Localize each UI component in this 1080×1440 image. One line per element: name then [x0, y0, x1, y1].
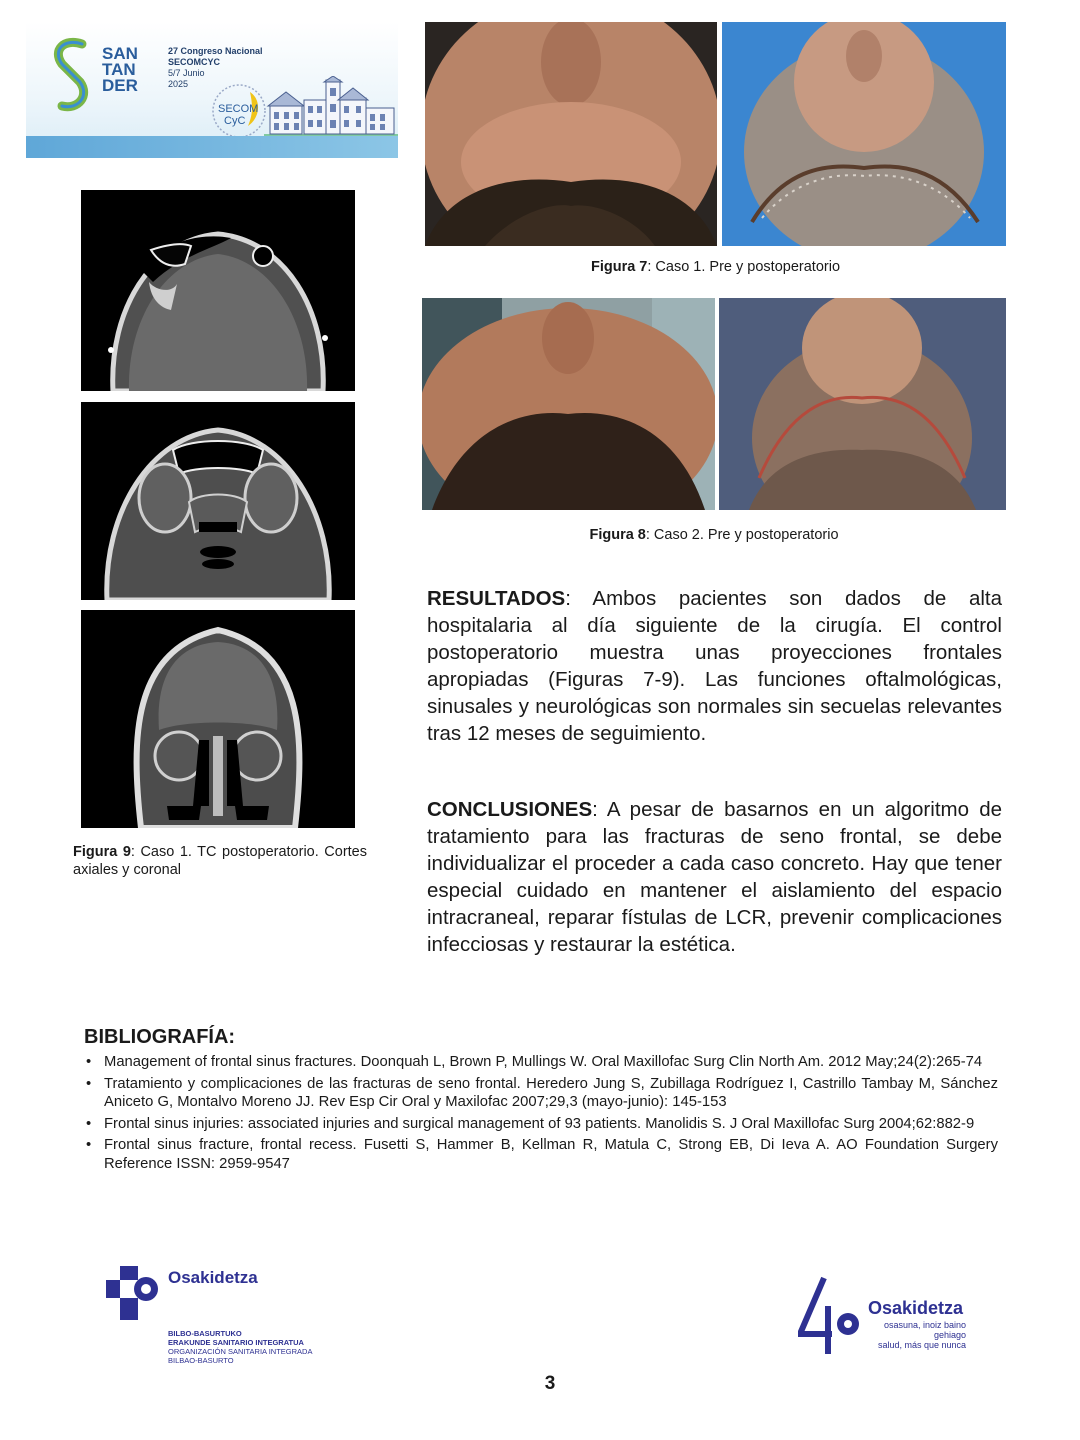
figure-9-text: : Caso 1. TC postoperatorio. Cortes axiales y coronal — [73, 844, 367, 878]
secom-seal-icon — [210, 82, 268, 140]
bullet-icon: • — [86, 1075, 92, 1092]
osakidetza-name-left: Osakidetza — [168, 1268, 258, 1287]
figure-9-label: Figura 9 — [73, 844, 131, 860]
ct-axial-scan-1 — [81, 190, 355, 391]
osakidetza-name-right: Osakidetza — [868, 1298, 964, 1318]
santander-s-logo — [48, 36, 96, 116]
congress-banner — [26, 22, 398, 158]
osakidetza-bilbao-basurto-logo — [106, 1266, 346, 1366]
secom-logo-line: SECOM — [218, 103, 259, 115]
bibliografia-item-text: Tratamiento y complicaciones de las fracturas de seno frontal. Heredero Jung S, Zubillaga Rodríguez I, Castrillo Tambay M, Sánchez Aniceto G, Montalvo Moreno JJ. Rev Esp Cir Oral y Maxilofac 2007;29,3 (mayo-junio): 145-153 — [104, 1075, 998, 1110]
osakidetza-tagline — [868, 1320, 966, 1350]
bibliografia-item-text: Management of frontal sinus fractures. Doonquah L, Brown P, Mullings W. Oral Maxillofac Surg Clin North Am. 2012 May;24(2):265-74 — [104, 1054, 983, 1070]
figure-7-label: Figura 7 — [590, 259, 648, 275]
org-line: ORGANIZACIÓN SANITARIA INTEGRADA — [168, 1347, 313, 1356]
bibliografia-list — [84, 1053, 998, 1176]
secom-logo-line: CyC — [224, 115, 246, 127]
bullet-icon: • — [86, 1137, 92, 1153]
organization-basque-name — [168, 1330, 348, 1347]
congress-title: 27 Congreso Nacional — [168, 46, 263, 56]
bibliografia-item — [84, 1053, 998, 1072]
org-line: BILBAO-BASURTO — [168, 1355, 234, 1365]
figure-8-text: : Caso 2. Pre y postoperatorio — [645, 527, 839, 543]
banner-city-name — [102, 46, 162, 94]
tagline-line: salud, más que nunca — [877, 1340, 966, 1350]
org-line: ERAKUNDE SANITARIO INTEGRATUA — [168, 1337, 304, 1347]
palace-illustration — [264, 76, 398, 138]
case-2-postoperative-photo — [719, 298, 1006, 510]
congress-dates: 5/7 Junio — [168, 68, 205, 78]
bibliografia-item-text: Frontal sinus injuries: associated injuries and surgical management of 93 patients. Manolidis S. J Oral Maxillofac Surg 2004;62:882-9 — [104, 1115, 975, 1132]
congress-society: SECOMCYC — [168, 57, 221, 67]
conclusiones-section — [427, 796, 1002, 958]
figure-9-caption — [73, 843, 367, 879]
bibliografia-item — [84, 1075, 998, 1112]
figure-8-label: Figura 8 — [589, 527, 646, 543]
case-1-preoperative-photo — [425, 22, 717, 246]
conclusiones-heading: CONCLUSIONES — [427, 798, 593, 821]
congress-year: 2025 — [168, 79, 189, 89]
banner-city-line: DER — [102, 76, 138, 95]
figure-8-caption — [422, 526, 1006, 544]
org-line: BILBO-BASURTUKO — [168, 1329, 242, 1338]
page-number: 3 — [544, 1373, 556, 1394]
banner-city-line: SAN — [102, 44, 138, 63]
figure-7-caption — [425, 258, 1006, 276]
organization-spanish-name — [168, 1348, 348, 1365]
resultados-heading: RESULTADOS — [427, 587, 566, 610]
conclusiones-body: : A pesar de basarnos en un algoritmo de tratamiento para las fracturas de seno frontal, se debe individualizar el proceder a cada caso concreto. Hay que tener especial cuidado en mantener el aislamiento del espacio intracraneal, reparar fístulas de LCR, prevenir complicaciones infecciosas y restaurar la estética. — [427, 798, 1002, 956]
banner-city-line: TAN — [102, 60, 136, 79]
ct-coronal-scan — [81, 610, 355, 828]
ct-axial-scan-2 — [81, 402, 355, 600]
bibliografia-title: BIBLIOGRAFÍA: — [84, 1026, 236, 1048]
osakidetza-40-icon — [798, 1276, 864, 1356]
bibliografia-item — [84, 1136, 998, 1173]
osakidetza-anniversary-logo — [798, 1276, 978, 1356]
tagline-line: osasuna, inoiz baino gehiago — [883, 1320, 966, 1340]
figure-7-text: : Caso 1. Pre y postoperatorio — [647, 259, 841, 275]
bullet-icon: • — [86, 1054, 92, 1070]
bibliografia-item-text: Frontal sinus fracture, frontal recess. Fusetti S, Hammer B, Kellman R, Matula C, Strong EB, Di Ieva A. AO Foundation Surgery Reference ISSN: 2959-9547 — [104, 1137, 998, 1172]
case-1-postoperative-photo — [722, 22, 1006, 246]
bibliografia-item — [84, 1115, 998, 1134]
osakidetza-cross-icon — [106, 1266, 160, 1320]
bullet-icon: • — [86, 1115, 92, 1132]
resultados-body: : Ambos pacientes son dados de alta hospitalaria al día siguiente de la cirugía. El control postoperatorio muestra unas proyecciones frontales apropiadas (Figuras 7-9). Las funciones oftalmológicas, sinusales y neurológicas son normales sin secuelas relevantes tras 12 meses de seguimiento. — [427, 587, 1002, 745]
case-2-preoperative-photo — [422, 298, 715, 510]
resultados-section — [427, 585, 1002, 747]
banner-band — [26, 136, 398, 158]
